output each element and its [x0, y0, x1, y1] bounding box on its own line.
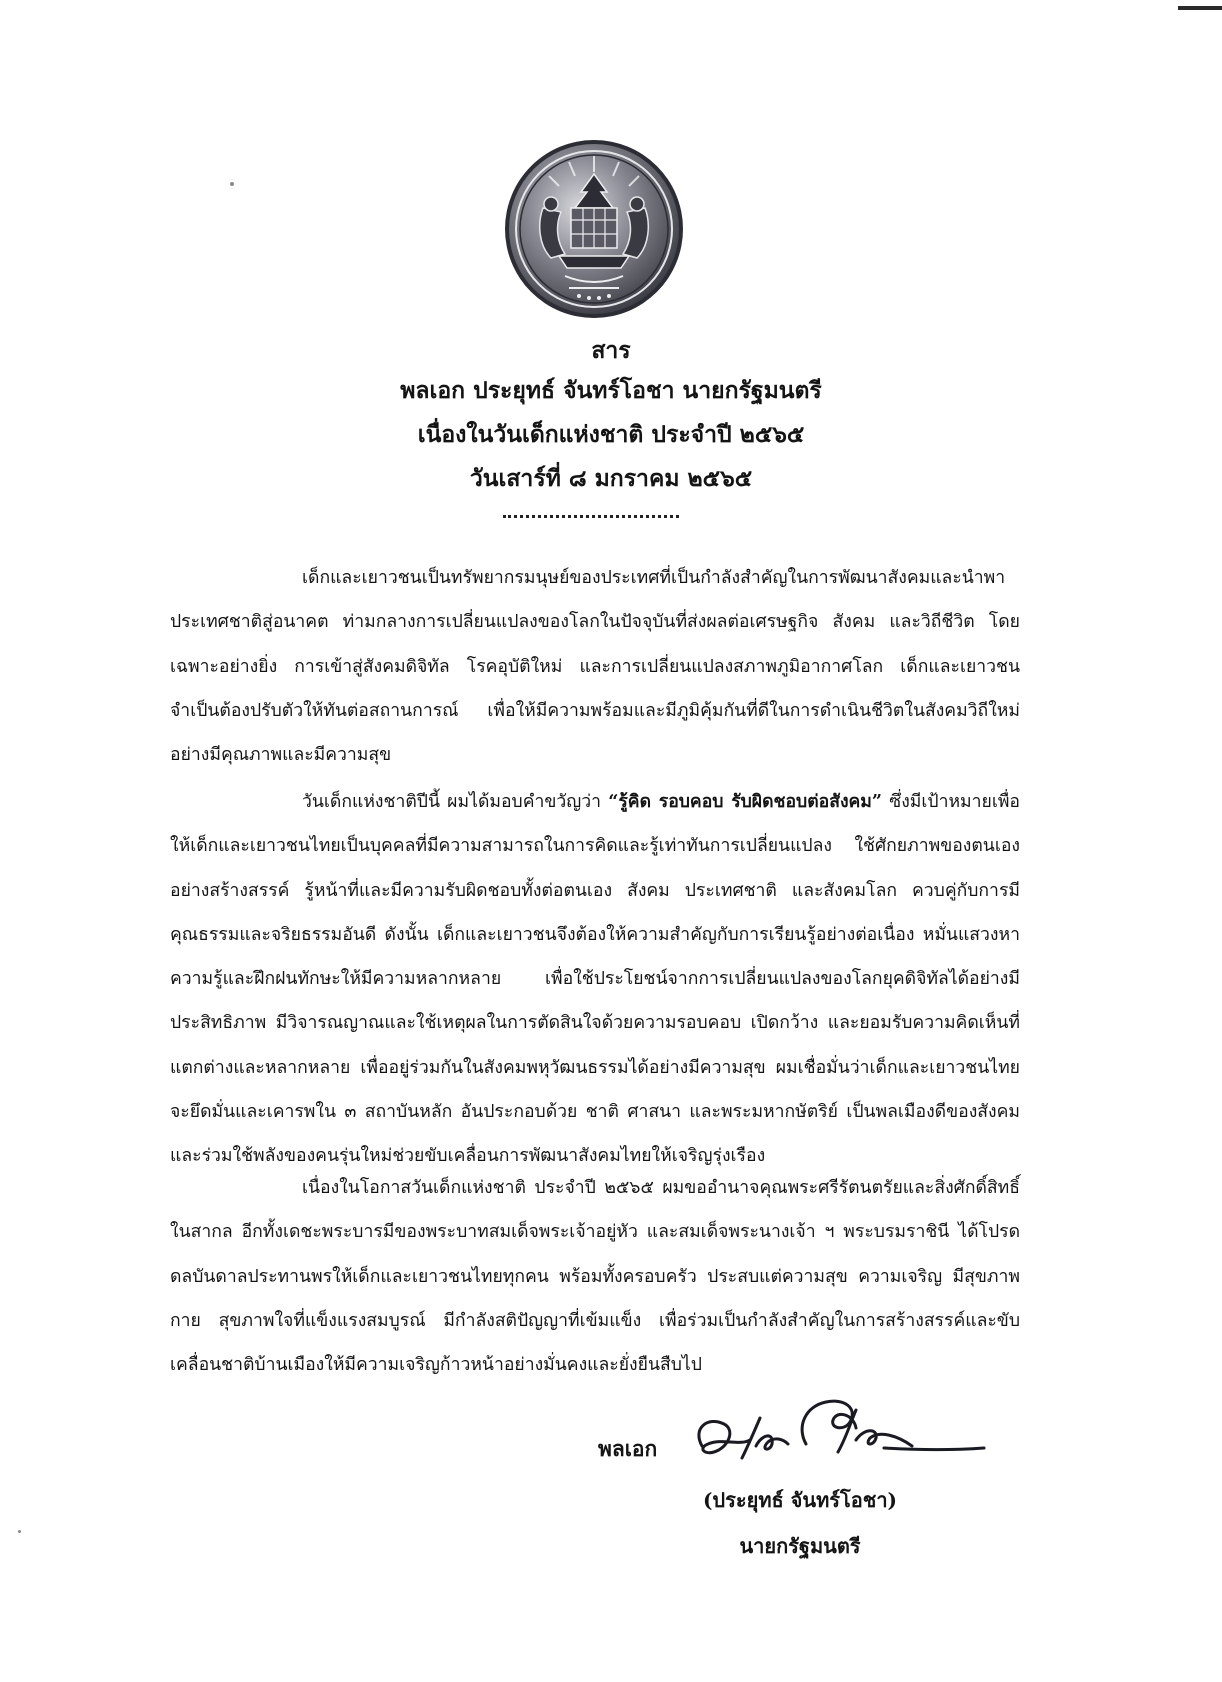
dotted-divider: [503, 515, 679, 518]
body-paragraph-3: เนื่องในโอกาสวันเด็กแห่งชาติ ประจำปี ๒๕๖๕ ผมขออำนาจคุณพระศรีรัตนตรัยและสิ่งศักดิ์สิทธิ์ในสากล อีกทั้งเดชะพระบารมีของพระบาทสมเด็จพระเจ้าอยู่หัว และสมเด็จพระนางเจ้า ฯ พระบรมราชินี ได้โปรดดลบันดาลประทานพรให้เด็กและเยาวชนไทยทุกคน พร้อมทั้งครอบครัว ประสบแต่ความสุข ความเจริญ มีสุขภาพกาย สุขภาพใจที่แข็งแรงสมบูรณ์ มีกำลังสติปัญญาที่เข้มแข็ง เพื่อร่วมเป็นกำลังสำคัญในการสร้างสรรค์และขับเคลื่อนชาติบ้านเมืองให้มีความเจริญก้าวหน้าอย่างมั่นคงและยั่งยืนสืบไป: [170, 1178, 1020, 1376]
government-seal-emblem: [503, 138, 685, 320]
signatory-rank: พลเอก: [598, 1436, 658, 1461]
paragraph-2-rest: ซึ่งมีเป้าหมายเพื่อให้เด็กและเยาวชนไทยเป็นบุคคลที่มีความสามารถในการคิดและรู้เท่าทันการเปลี่ยนแปลง ใช้ศักยภาพของตนเองอย่างสร้างสรรค์ รู้หน้าที่และมีความรับผิดชอบทั้งต่อตนเอง สังคม ประเทศชาติ และสังคมโลก ควบคู่กับการมีคุณธรรมและจริยธรรมอันดี ดังนั้น เด็กและเยาวชนจึงต้องให้ความสำคัญกับการเรียนรู้อย่างต่อเนื่อง หมั่นแสวงหาความรู้และฝึกฝนทักษะให้มีความหลากหลาย เพื่อใช้ประโยชน์จากการเปลี่ยนแปลงของโลกยุคดิจิทัลได้อย่างมีประสิทธิภาพ มีวิจารณญาณและใช้เหตุผลในการตัดสินใจด้วยความรอบคอบ เปิดกว้าง และยอมรับความคิดเห็นที่แตกต่างและหลากหลาย เพื่ออยู่ร่วมกันในสังคมพหุวัฒนธรรมได้อย่างมีความสุข ผมเชื่อมั่นว่าเด็กและเยาวชนไทยจะยึดมั่นและเคารพใน ๓ สถาบันหลัก อันประกอบด้วย ชาติ ศาสนา และพระมหากษัตริย์ เป็นพลเมืองดีของสังคม และร่วมใช้พลังของคนรุ่นใหม่ช่วยขับเคลื่อนการพัฒนาสังคมไทยให้เจริญรุ่งเรือง: [170, 792, 1021, 1167]
handwritten-signature: [688, 1388, 988, 1474]
scan-edge-mark: [1178, 6, 1222, 10]
paragraph-2-intro: วันเด็กแห่งชาติปีนี้ ผมได้มอบคำขวัญว่า: [302, 792, 609, 812]
children-day-motto: “รู้คิด รอบคอบ รับผิดชอบต่อสังคม”: [608, 791, 883, 812]
scan-speck: [230, 182, 234, 186]
body-paragraph-1: เด็กและเยาวชนเป็นทรัพยากรมนุษย์ของประเทศที่เป็นกำลังสำคัญในการพัฒนาสังคมและนำพาประเทศชาติสู่อนาคต ท่ามกลางการเปลี่ยนแปลงของโลกในปัจจุบันที่ส่งผลต่อเศรษฐกิจ สังคม และวิถีชีวิต โดยเฉพาะอย่างยิ่ง การเข้าสู่สังคมดิจิทัล โรคอุบัติใหม่ และการเปลี่ยนแปลงสภาพภูมิอากาศโลก เด็กและเยาวชนจำเป็นต้องปรับตัวให้ทันต่อสถานการณ์ เพื่อให้มีความพร้อมและมีภูมิคุ้มกันที่ดีในการดำเนินชีวิตในสังคมวิถีใหม่อย่างมีคุณภาพและมีความสุข: [170, 568, 1020, 766]
body-paragraph-2: [170, 780, 1020, 1179]
scan-speck: [18, 1530, 21, 1533]
letter-title: สาร: [591, 337, 631, 364]
author-line: พลเอก ประยุทธ์ จันทร์โอชา นายกรัฐมนตรี: [400, 377, 822, 404]
date-line: วันเสาร์ที่ ๘ มกราคม ๒๕๖๕: [469, 465, 753, 492]
occasion-line: เนื่องในวันเด็กแห่งชาติ ประจำปี ๒๕๖๕: [417, 421, 805, 448]
signatory-name: (ประยุทธ์ จันทร์โอชา): [702, 1488, 898, 1512]
signatory-title: นายกรัฐมนตรี: [739, 1534, 861, 1558]
